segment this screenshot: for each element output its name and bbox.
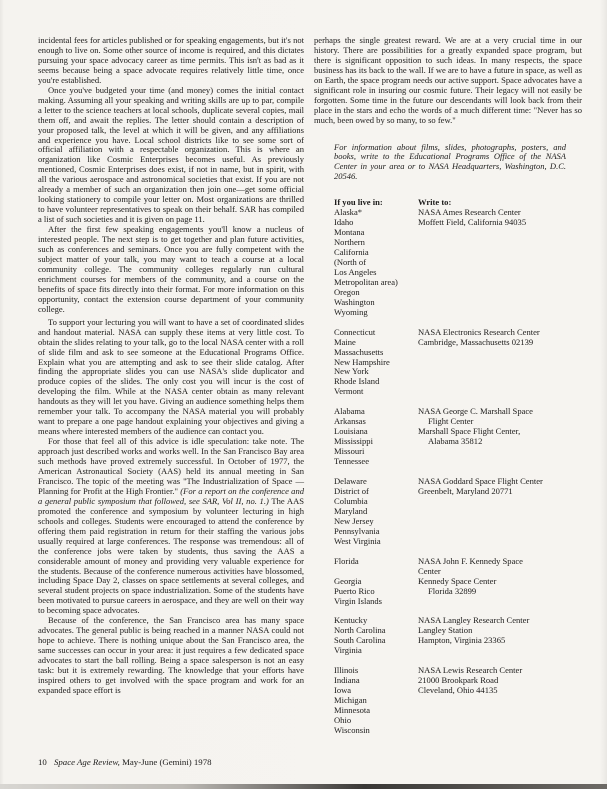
states-list [334, 328, 418, 398]
state-name: Connecticut [334, 326, 376, 337]
center-address [418, 616, 584, 656]
state-name: Minnesota [334, 705, 371, 716]
state-name: District of [334, 485, 369, 496]
paragraph-slides-handouts: To support your lecturing you will want to have a set of coordinated slides and handout material. NASA can supply these items at very little cost. To obtain the slides relating to your talk, go to the local NASA center with a roll of slide film and ask to see someone at the Educational Programs Office. Explain what you are attempting and ask to see their slide catalog. After finding the appropriate slides you can use NASA's slide duplicator and produce copies of the slides. The only cost you will incur is the cost of developing the film. While at the NASA center obtain as many relevant handouts as they will let you have. Giving an audience something helps them remember your talk. To accompany the NASA material you will probably want to prepare a one page handout explaining your objectives and giving a means where interested members of the audience can contact you. [38, 316, 304, 437]
state-name: Washington [334, 296, 375, 307]
state-name: South Carolina [334, 635, 386, 646]
directory-row [334, 477, 584, 547]
directory-row [334, 666, 584, 736]
paragraph-contact-making: Once you've budgeted your time (and money) comes the initial contact making. Assuming all your speaking and writing skills are up to par, compile a letter to the science teachers at local schools, duplicate several copies, mail them off, and await the replies. The letter should contain a description of your proposed talk, the level at which it will be given, and any affiliations and experience you have. Local school districts like to see some sort of official affiliation with a respectable organization. This is where an organization like Cosmic Enterprises becomes useful. As previously mentioned, Cosmic Enterprises does exist, if not in name, but in spirit, with all the various aerospace and astronomical societies that exist. If you are not already a member of such an organization then join one—get some official looking stationery to compile your letter on. Most organizations are thrilled to have volunteer representatives to speak on their behalf. SAR has compiled a list of such societies and it is given on page 11. [38, 84, 304, 225]
address-line: Marshall Space Flight Center, [418, 426, 521, 437]
address-line: NASA Lewis Research Center [418, 665, 523, 676]
address-line: NASA Goddard Space Flight Center [418, 476, 543, 487]
states-list [334, 407, 418, 467]
address-line: Cambridge, Massachusetts 02139 [418, 336, 534, 347]
state-name: Massachusetts [334, 346, 384, 357]
nasa-center-directory [334, 198, 584, 736]
state-name: Indiana [334, 675, 360, 686]
state-name: Arkansas [334, 416, 366, 427]
directory-row [334, 208, 584, 317]
state-name: Louisiana [334, 426, 368, 437]
state-name: Ohio [334, 715, 352, 726]
state-name: North Carolina [334, 625, 386, 636]
aas-text-b: The AAS promoted the conference and symposium by volunteer lecturing in high schools and colleges. Students were encouraged to attend the conference by offering them paid registration in return for their staffing the various jobs usually required at large conferences. The response was tremendous: all of the conference jobs were taken by students, thus saving the AAS a considerable amount of money and providing very valuable experience for the students. Because of the conference numerous activities have blossomed, including Space Day 2, classes on space settlements at several colleges, and several student projects on space industrialization. Some of the students have been motivated to pursue careers in aerospace, and they are well on their way to becoming space advocates. [38, 495, 304, 616]
state-name: Iowa [334, 685, 352, 696]
state-name: Kentucky [334, 615, 368, 626]
state-name: Northern [334, 237, 365, 248]
center-address [418, 208, 584, 317]
page-edge-shadow [0, 784, 607, 789]
directory-row [334, 328, 584, 398]
state-name: Los Angeles [334, 266, 377, 277]
state-name: Alabama [334, 406, 365, 417]
state-name: Wisconsin [334, 725, 370, 735]
state-name: Montana [334, 227, 365, 238]
issue-date: May-June (Gemini) 1978 [119, 757, 212, 767]
address-line: NASA Langley Research Center [418, 615, 530, 626]
nasa-info-note: For information about films, slides, photographs, posters, and books, write to the Educational Programs Office of the NASA Center in your area or to NASA Headquarters, Washington, D.C. 20546. [334, 141, 566, 182]
state-name: Mississippi [334, 436, 373, 447]
address-line: Florida 32899 [428, 585, 477, 596]
paragraph-closing: perhaps the single greatest reward. We are at a very crucial time in our history. There are possibilities for a greatly expanded space program, but there is significant opposition to such ideas. In many respects, the space business has its back to the wall. If we are to have a future in space, as well as on Earth, the space program needs our active support. Space advocates have a significant role in insuring our cosmic future. Their legacy will not easily be forgotten. Some time in the future our descendants will look back from their place in the stars and echo the words of a much different time: "Never has so much, been owed by so many, to so few." [314, 35, 582, 125]
page-footer [38, 757, 212, 767]
state-name: New Jersey [334, 515, 374, 526]
state-name: Rhode Island [334, 376, 380, 387]
state-name: Oregon [334, 286, 360, 297]
paragraph-san-francisco: Because of the conference, the San Francisco area has many space advocates. The general public is being reached in a manner NASA could not hope to achieve. There is nothing unique about the San Francisco area, the same successes can occur in your area: it just requires a few dedicated space advocates to start the ball rolling. Being a space salesperson is not an easy task: but it is extremely rewarding. The knowledge that your efforts have inspired others to get involved with the space program and work for an expanded space effort is [38, 615, 304, 695]
address-line: Moffett Field, California 94035 [418, 217, 527, 228]
states-list [334, 477, 418, 547]
paragraph-next-steps: After the first few speaking engagements you'll know a nucleus of interested people. The next step is to get together and plan future activities, such as conferences and seminars. Once you are fully competent with the subject matter of your talk, you may want to teach a course at a local community college. The community colleges regularly run cultural enrichment courses for members of the community, and a course on the benefits of space fits directly into their format. For more information on this opportunity, contact the extension course department of your community college. [38, 224, 304, 314]
directory-rows [334, 208, 584, 736]
sar-reference: (For a report on the conference and a general public symposium that followed, see SAR, Vol II, no. 1.) [38, 485, 304, 506]
state-name: West Virginia [334, 535, 381, 546]
address-line: 21000 Brookpark Road [418, 675, 499, 686]
state-name: (North of [334, 256, 367, 267]
address-line: NASA Electronics Research Center [418, 326, 540, 337]
address-line: Hampton, Virginia 23365 [418, 635, 506, 646]
address-line: Alabama 35812 [428, 436, 483, 447]
directory-row [334, 557, 584, 607]
header-address: Write to: [418, 197, 452, 208]
address-line: Flight Center [428, 416, 474, 427]
state-name: Georgia [334, 575, 362, 586]
state-name: Vermont [334, 386, 364, 397]
state-name: Missouri [334, 446, 365, 457]
address-line: NASA Ames Research Center [418, 207, 521, 218]
states-list [334, 666, 418, 736]
state-name: Michigan [334, 695, 367, 706]
state-name: Idaho [334, 217, 354, 228]
paragraph-aas-example [38, 437, 304, 616]
center-address [418, 407, 584, 467]
state-name: Columbia [334, 495, 368, 506]
address-line: Greenbelt, Maryland 20771 [418, 485, 513, 496]
center-address [418, 328, 584, 398]
state-name: Maryland [334, 505, 368, 516]
header-states: If you live in: [334, 197, 383, 208]
state-name: Florida [334, 555, 359, 566]
states-list [334, 208, 418, 317]
paragraph-income: incidental fees for articles published or for speaking engagements, but it's not enough to live on. Some other source of income is required, and this dictates pursuing your space advocacy career as time permits. This isn't as bad as it seems because being a space advocate requires relatively little time, once you're established. [38, 35, 304, 85]
state-name: New Hampshire [334, 356, 390, 367]
state-name: Wyoming [334, 306, 368, 317]
directory-row [334, 407, 584, 467]
center-address [418, 477, 584, 547]
state-name: Pennsylvania [334, 525, 380, 536]
state-name: Delaware [334, 476, 367, 487]
state-name: Alaska* [334, 207, 363, 218]
address-line: NASA George C. Marshall Space [418, 406, 533, 417]
right-column [314, 36, 582, 736]
state-name: Puerto Rico [334, 585, 375, 596]
state-name: New York [334, 366, 369, 377]
state-name: California [334, 246, 369, 257]
state-name: Illinois [334, 665, 359, 676]
directory-row [334, 616, 584, 656]
states-list [334, 616, 418, 656]
state-name: Virgin Islands [334, 595, 382, 606]
address-line: Langley Station [418, 625, 473, 636]
states-list [334, 557, 418, 607]
left-column [38, 36, 304, 696]
address-line: NASA John F. Kennedy Space [418, 555, 523, 566]
center-address [418, 557, 584, 607]
address-line: Cleveland, Ohio 44135 [418, 685, 498, 696]
address-line: Center [418, 565, 441, 576]
state-name: Metropolitan area) [334, 276, 398, 287]
center-address [418, 666, 584, 736]
state-name: Tennessee [334, 456, 369, 467]
address-line: Kennedy Space Center [418, 575, 497, 586]
state-name: Maine [334, 336, 356, 347]
aas-text-a: For those that feel all of this advice is idle speculation: take note. The approach just described works and works well. In the San Francisco Bay area such methods have proved extremely successful. In October of 1977, the American Astronautical Society (AAS) held its annual meeting in San Francisco. The topic of the meeting was "The Industrialization of Space — Planning for Profit at the High Frontier." [38, 436, 304, 496]
state-name: Virginia [334, 645, 362, 656]
page-number: 10 [38, 757, 47, 767]
publication-title: Space Age Review, [54, 757, 120, 767]
